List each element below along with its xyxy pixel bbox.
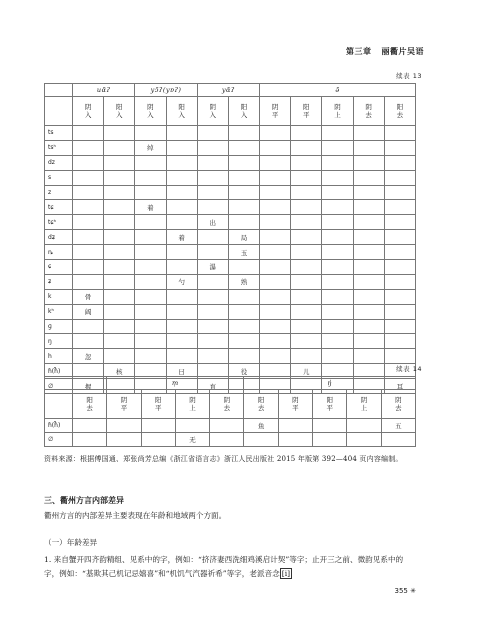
syllable-cell	[291, 185, 322, 200]
syllable-cell	[353, 155, 384, 170]
syllable-cell	[104, 185, 135, 200]
syllable-cell: 鱼	[244, 419, 278, 433]
syllable-cell	[353, 274, 384, 289]
syllable-cell	[166, 185, 197, 200]
syllable-cell: 忽	[73, 349, 104, 364]
syllable-cell	[135, 260, 166, 275]
syllable-cell	[197, 200, 228, 215]
syllable-cell	[197, 185, 228, 200]
tone-header: 阳 平	[141, 390, 175, 419]
syllable-cell	[291, 140, 322, 155]
initial-label: dz	[45, 155, 73, 170]
syllable-cell	[135, 349, 166, 364]
syllable-cell	[260, 215, 291, 230]
syllable-cell	[278, 419, 312, 433]
syllable-cell	[353, 215, 384, 230]
initial-label: ŋ	[45, 334, 73, 349]
syllable-cell	[104, 155, 135, 170]
syllable-cell	[73, 319, 104, 334]
initial-row	[45, 185, 416, 200]
syllable-cell	[384, 334, 415, 349]
initial-row	[45, 215, 416, 230]
syllable-cell	[260, 200, 291, 215]
tone-header: 阴 平	[107, 390, 141, 419]
syllable-cell: 育	[197, 379, 228, 394]
syllable-cell	[228, 304, 259, 319]
corner-cell	[45, 390, 73, 419]
syllable-cell: 无	[175, 433, 209, 447]
table1-continuation: 续表 13	[396, 72, 422, 80]
syllable-cell	[166, 170, 197, 185]
syllable-cell	[228, 170, 259, 185]
syllable-cell	[73, 126, 104, 141]
syllable-cell	[291, 289, 322, 304]
syllable-cell	[384, 319, 415, 334]
syllable-cell: 阔	[73, 304, 104, 319]
initial-row	[45, 245, 416, 260]
syllable-cell	[291, 170, 322, 185]
initial-row	[45, 289, 416, 304]
syllable-cell	[260, 304, 291, 319]
syllable-cell	[322, 289, 353, 304]
syllable-cell	[73, 230, 104, 245]
syllable-cell: 瀑	[197, 260, 228, 275]
tone-header: 阳 入	[104, 97, 135, 126]
syllable-cell	[228, 334, 259, 349]
initial-row	[45, 319, 416, 334]
syllable-cell	[260, 185, 291, 200]
syllable-cell	[73, 185, 104, 200]
syllable-cell	[244, 433, 278, 447]
syllable-cell: 握	[73, 379, 104, 394]
table2-continuation: 续表 14	[396, 365, 422, 373]
syllable-cell	[197, 230, 228, 245]
tone-header: 阴 平	[260, 97, 291, 126]
initial-row	[45, 349, 416, 364]
initial-label: tɕ	[45, 200, 73, 215]
initial-row	[45, 334, 416, 349]
syllable-cell	[135, 334, 166, 349]
phonology-table-13	[44, 83, 416, 394]
syllable-cell	[166, 155, 197, 170]
corner-cell	[45, 97, 73, 126]
rime-header: m̩	[107, 377, 244, 390]
tone-header: 阴 入	[73, 97, 104, 126]
syllable-cell	[104, 140, 135, 155]
initial-label: k	[45, 289, 73, 304]
syllable-cell	[104, 274, 135, 289]
syllable-cell	[384, 230, 415, 245]
syllable-cell	[291, 200, 322, 215]
tone-header: 阴 上	[347, 390, 381, 419]
syllable-cell	[291, 245, 322, 260]
syllable-cell	[322, 185, 353, 200]
syllable-cell	[135, 170, 166, 185]
syllable-cell	[384, 289, 415, 304]
syllable-cell	[107, 433, 141, 447]
syllable-cell	[384, 170, 415, 185]
syllable-cell	[228, 349, 259, 364]
tone-header: 阳 入	[166, 97, 197, 126]
syllable-cell	[141, 419, 175, 433]
section-heading: 三、衢州方言内部差异	[44, 496, 124, 505]
syllable-cell	[228, 319, 259, 334]
tone-header: 阳 去	[244, 390, 278, 419]
syllable-cell	[73, 274, 104, 289]
tone-header: 阳 去	[73, 390, 107, 419]
syllable-cell	[166, 215, 197, 230]
tone-header: 阴 上	[322, 97, 353, 126]
initial-label: dʑ	[45, 230, 73, 245]
syllable-cell	[353, 170, 384, 185]
syllable-cell	[322, 319, 353, 334]
page-number	[395, 587, 416, 595]
syllable-cell: 骨	[73, 289, 104, 304]
syllable-cell	[135, 155, 166, 170]
tone-header: 阳 去	[384, 97, 415, 126]
syllable-cell	[353, 289, 384, 304]
syllable-cell	[197, 334, 228, 349]
syllable-cell	[166, 200, 197, 215]
syllable-cell	[135, 274, 166, 289]
syllable-cell: 着	[166, 230, 197, 245]
syllable-cell	[228, 126, 259, 141]
syllable-cell	[353, 260, 384, 275]
tone-header-row	[45, 97, 416, 126]
paragraph-text: 1. 来自蟹开四齐韵精组、见系中的字，例如：“挤济妻西洗细鸡溪启计契”等字；止开三之前、微韵见系中的字，例如：“基欺其己机记忌嬉喜”和“机饥气汽器祈希”等字，老派音念	[44, 555, 404, 578]
initial-row	[45, 200, 416, 215]
syllable-cell	[347, 433, 381, 447]
syllable-cell: 玉	[228, 245, 259, 260]
initial-row	[45, 274, 416, 289]
syllable-cell	[228, 140, 259, 155]
initial-row	[45, 230, 416, 245]
syllable-cell	[104, 230, 135, 245]
syllable-cell	[228, 155, 259, 170]
syllable-cell	[384, 185, 415, 200]
syllable-cell	[210, 433, 244, 447]
initial-label: ɕ	[45, 260, 73, 275]
syllable-cell: 儿	[291, 364, 322, 379]
syllable-cell	[291, 304, 322, 319]
syllable-cell	[313, 419, 347, 433]
syllable-cell	[322, 230, 353, 245]
syllable-cell	[322, 245, 353, 260]
initial-label: tsʰ	[45, 140, 73, 155]
syllable-cell	[384, 245, 415, 260]
initial-label: s	[45, 170, 73, 185]
syllable-cell	[104, 200, 135, 215]
syllable-cell	[73, 260, 104, 275]
ipa-boxed: [i]	[281, 569, 291, 578]
syllable-cell	[228, 200, 259, 215]
syllable-cell	[73, 334, 104, 349]
initial-row	[45, 140, 416, 155]
syllable-cell	[353, 140, 384, 155]
syllable-cell	[260, 170, 291, 185]
syllable-cell	[73, 215, 104, 230]
syllable-cell	[384, 126, 415, 141]
rime-header-row	[45, 84, 416, 97]
syllable-cell	[322, 126, 353, 141]
rime-header: uɑ̃ʔ	[73, 84, 135, 97]
subheading-age: （一）年龄差异	[44, 538, 98, 547]
syllable-cell	[166, 140, 197, 155]
syllable-cell	[197, 140, 228, 155]
syllable-cell: 耳	[384, 379, 415, 394]
syllable-cell: 着	[135, 200, 166, 215]
syllable-cell: 熟	[228, 274, 259, 289]
syllable-cell	[260, 349, 291, 364]
syllable-cell	[166, 245, 197, 260]
rime-header: ə̃	[260, 84, 416, 97]
syllable-cell	[353, 200, 384, 215]
syllable-cell: 核	[104, 364, 135, 379]
syllable-cell: 出	[197, 215, 228, 230]
syllable-cell	[135, 215, 166, 230]
syllable-cell	[107, 419, 141, 433]
syllable-cell	[381, 433, 415, 447]
syllable-cell	[210, 419, 244, 433]
initial-label: ɦ(ɦ̃)	[45, 419, 73, 433]
syllable-cell	[135, 304, 166, 319]
syllable-cell	[104, 245, 135, 260]
tone-header: 阴 入	[197, 97, 228, 126]
syllable-cell	[197, 349, 228, 364]
syllable-cell	[197, 126, 228, 141]
syllable-cell	[104, 260, 135, 275]
syllable-cell: 绰	[135, 140, 166, 155]
syllable-cell	[73, 433, 107, 447]
intro-paragraph: 衢州方言的内部差异主要表现在年龄和地域两个方面。	[44, 511, 227, 520]
rime-header: yɑ̃ʔ	[197, 84, 259, 97]
syllable-cell	[166, 304, 197, 319]
initial-label: ∅	[45, 433, 73, 447]
syllable-cell	[260, 289, 291, 304]
syllable-cell	[260, 274, 291, 289]
initial-row	[45, 260, 416, 275]
syllable-cell	[260, 126, 291, 141]
initial-row	[45, 419, 416, 433]
syllable-cell	[73, 170, 104, 185]
body-paragraph-1	[44, 553, 416, 581]
tone-header: 阳 平	[313, 390, 347, 419]
phonology-table-14	[44, 376, 416, 447]
initial-row	[45, 433, 416, 447]
syllable-cell	[322, 140, 353, 155]
syllable-cell	[322, 155, 353, 170]
syllable-cell	[197, 170, 228, 185]
syllable-cell	[313, 433, 347, 447]
syllable-cell	[353, 126, 384, 141]
syllable-cell	[353, 245, 384, 260]
initial-label: ʑ	[45, 274, 73, 289]
syllable-cell	[278, 433, 312, 447]
syllable-cell	[353, 230, 384, 245]
syllable-cell	[384, 274, 415, 289]
syllable-cell	[291, 349, 322, 364]
syllable-cell	[104, 215, 135, 230]
tone-header-row	[45, 390, 416, 419]
syllable-cell	[291, 215, 322, 230]
tone-header: 阴 上	[175, 390, 209, 419]
tone-header: 阴 平	[278, 390, 312, 419]
syllable-cell	[104, 319, 135, 334]
syllable-cell	[322, 349, 353, 364]
syllable-cell	[197, 274, 228, 289]
syllable-cell	[322, 260, 353, 275]
syllable-cell	[322, 200, 353, 215]
syllable-cell	[135, 230, 166, 245]
syllable-cell	[166, 260, 197, 275]
syllable-cell: 勺	[166, 274, 197, 289]
tone-header: 阳 入	[228, 97, 259, 126]
initial-row	[45, 155, 416, 170]
syllable-cell	[135, 319, 166, 334]
initial-label: ∅	[45, 379, 73, 394]
source-note: 资料来源：根据傅国通、郑张尚芳总编《浙江省语言志》浙江人民出版社 2015 年版第 392—404 页内容编制。	[44, 455, 403, 463]
chapter-label: 第三章	[346, 47, 372, 56]
syllable-cell	[73, 200, 104, 215]
syllable-cell	[291, 260, 322, 275]
syllable-cell	[104, 289, 135, 304]
syllable-cell: 局	[228, 230, 259, 245]
initial-row	[45, 304, 416, 319]
syllable-cell	[260, 230, 291, 245]
syllable-cell: 役	[228, 364, 259, 379]
syllable-cell	[104, 304, 135, 319]
chapter-title: 丽衢片吴语	[381, 47, 424, 56]
syllable-cell	[73, 140, 104, 155]
syllable-cell	[353, 349, 384, 364]
syllable-cell	[322, 304, 353, 319]
syllable-cell	[166, 126, 197, 141]
syllable-cell	[228, 185, 259, 200]
syllable-cell	[104, 126, 135, 141]
syllable-cell	[384, 200, 415, 215]
tone-header: 阳 平	[291, 97, 322, 126]
tone-header: 阴 去	[381, 390, 415, 419]
syllable-cell	[228, 215, 259, 230]
syllable-cell	[347, 419, 381, 433]
syllable-cell	[197, 155, 228, 170]
syllable-cell	[322, 334, 353, 349]
syllable-cell	[291, 155, 322, 170]
syllable-cell	[322, 215, 353, 230]
syllable-cell	[166, 319, 197, 334]
syllable-cell	[322, 170, 353, 185]
syllable-cell	[166, 334, 197, 349]
syllable-cell	[73, 245, 104, 260]
syllable-cell	[291, 334, 322, 349]
syllable-cell	[291, 274, 322, 289]
corner-cell	[45, 377, 73, 390]
page-number-value: 355	[394, 587, 408, 595]
initial-row	[45, 126, 416, 141]
syllable-cell	[135, 245, 166, 260]
initial-label: h	[45, 349, 73, 364]
syllable-cell	[353, 319, 384, 334]
syllable-cell	[135, 289, 166, 304]
syllable-cell	[228, 289, 259, 304]
syllable-cell	[384, 304, 415, 319]
tone-header: 阴 去	[210, 390, 244, 419]
tone-header: 阴 去	[353, 97, 384, 126]
syllable-cell	[135, 185, 166, 200]
tone-header: 阴 入	[135, 97, 166, 126]
syllable-cell	[197, 289, 228, 304]
rime-header-row	[45, 377, 416, 390]
initial-label: z	[45, 185, 73, 200]
syllable-cell	[260, 140, 291, 155]
syllable-cell	[141, 433, 175, 447]
syllable-cell	[260, 260, 291, 275]
syllable-cell	[291, 126, 322, 141]
syllable-cell	[260, 319, 291, 334]
syllable-cell	[291, 230, 322, 245]
syllable-cell	[166, 349, 197, 364]
rime-header: ŋ̍	[244, 377, 416, 390]
syllable-cell	[384, 140, 415, 155]
page-number-mark: ✳	[410, 587, 416, 595]
corner-cell	[45, 84, 73, 97]
syllable-cell	[228, 260, 259, 275]
syllable-cell	[291, 319, 322, 334]
syllable-cell	[353, 185, 384, 200]
running-head	[346, 46, 424, 57]
syllable-cell	[384, 260, 415, 275]
rime-header: yɔ̃ʔ(yɐʔ)	[135, 84, 197, 97]
syllable-cell	[353, 304, 384, 319]
syllable-cell	[260, 245, 291, 260]
syllable-cell	[197, 304, 228, 319]
blank-rime-header	[73, 377, 107, 390]
syllable-cell	[260, 334, 291, 349]
syllable-cell	[104, 334, 135, 349]
syllable-cell	[384, 349, 415, 364]
syllable-cell	[73, 419, 107, 433]
syllable-cell	[260, 155, 291, 170]
initial-label: ȵ	[45, 245, 73, 260]
syllable-cell	[384, 155, 415, 170]
initial-label: ɦ(ɦ̃)	[45, 364, 73, 379]
syllable-cell: 五	[381, 419, 415, 433]
syllable-cell	[166, 289, 197, 304]
syllable-cell	[353, 334, 384, 349]
initial-row	[45, 170, 416, 185]
syllable-cell: 曰	[166, 364, 197, 379]
syllable-cell	[104, 349, 135, 364]
syllable-cell	[104, 170, 135, 185]
syllable-cell	[197, 245, 228, 260]
syllable-cell	[322, 274, 353, 289]
syllable-cell	[384, 215, 415, 230]
syllable-cell	[135, 126, 166, 141]
syllable-cell	[197, 319, 228, 334]
initial-label: ɡ	[45, 319, 73, 334]
initial-label: tɕʰ	[45, 215, 73, 230]
initial-label: kʰ	[45, 304, 73, 319]
syllable-cell	[175, 419, 209, 433]
initial-label: ts	[45, 126, 73, 141]
syllable-cell	[73, 155, 104, 170]
